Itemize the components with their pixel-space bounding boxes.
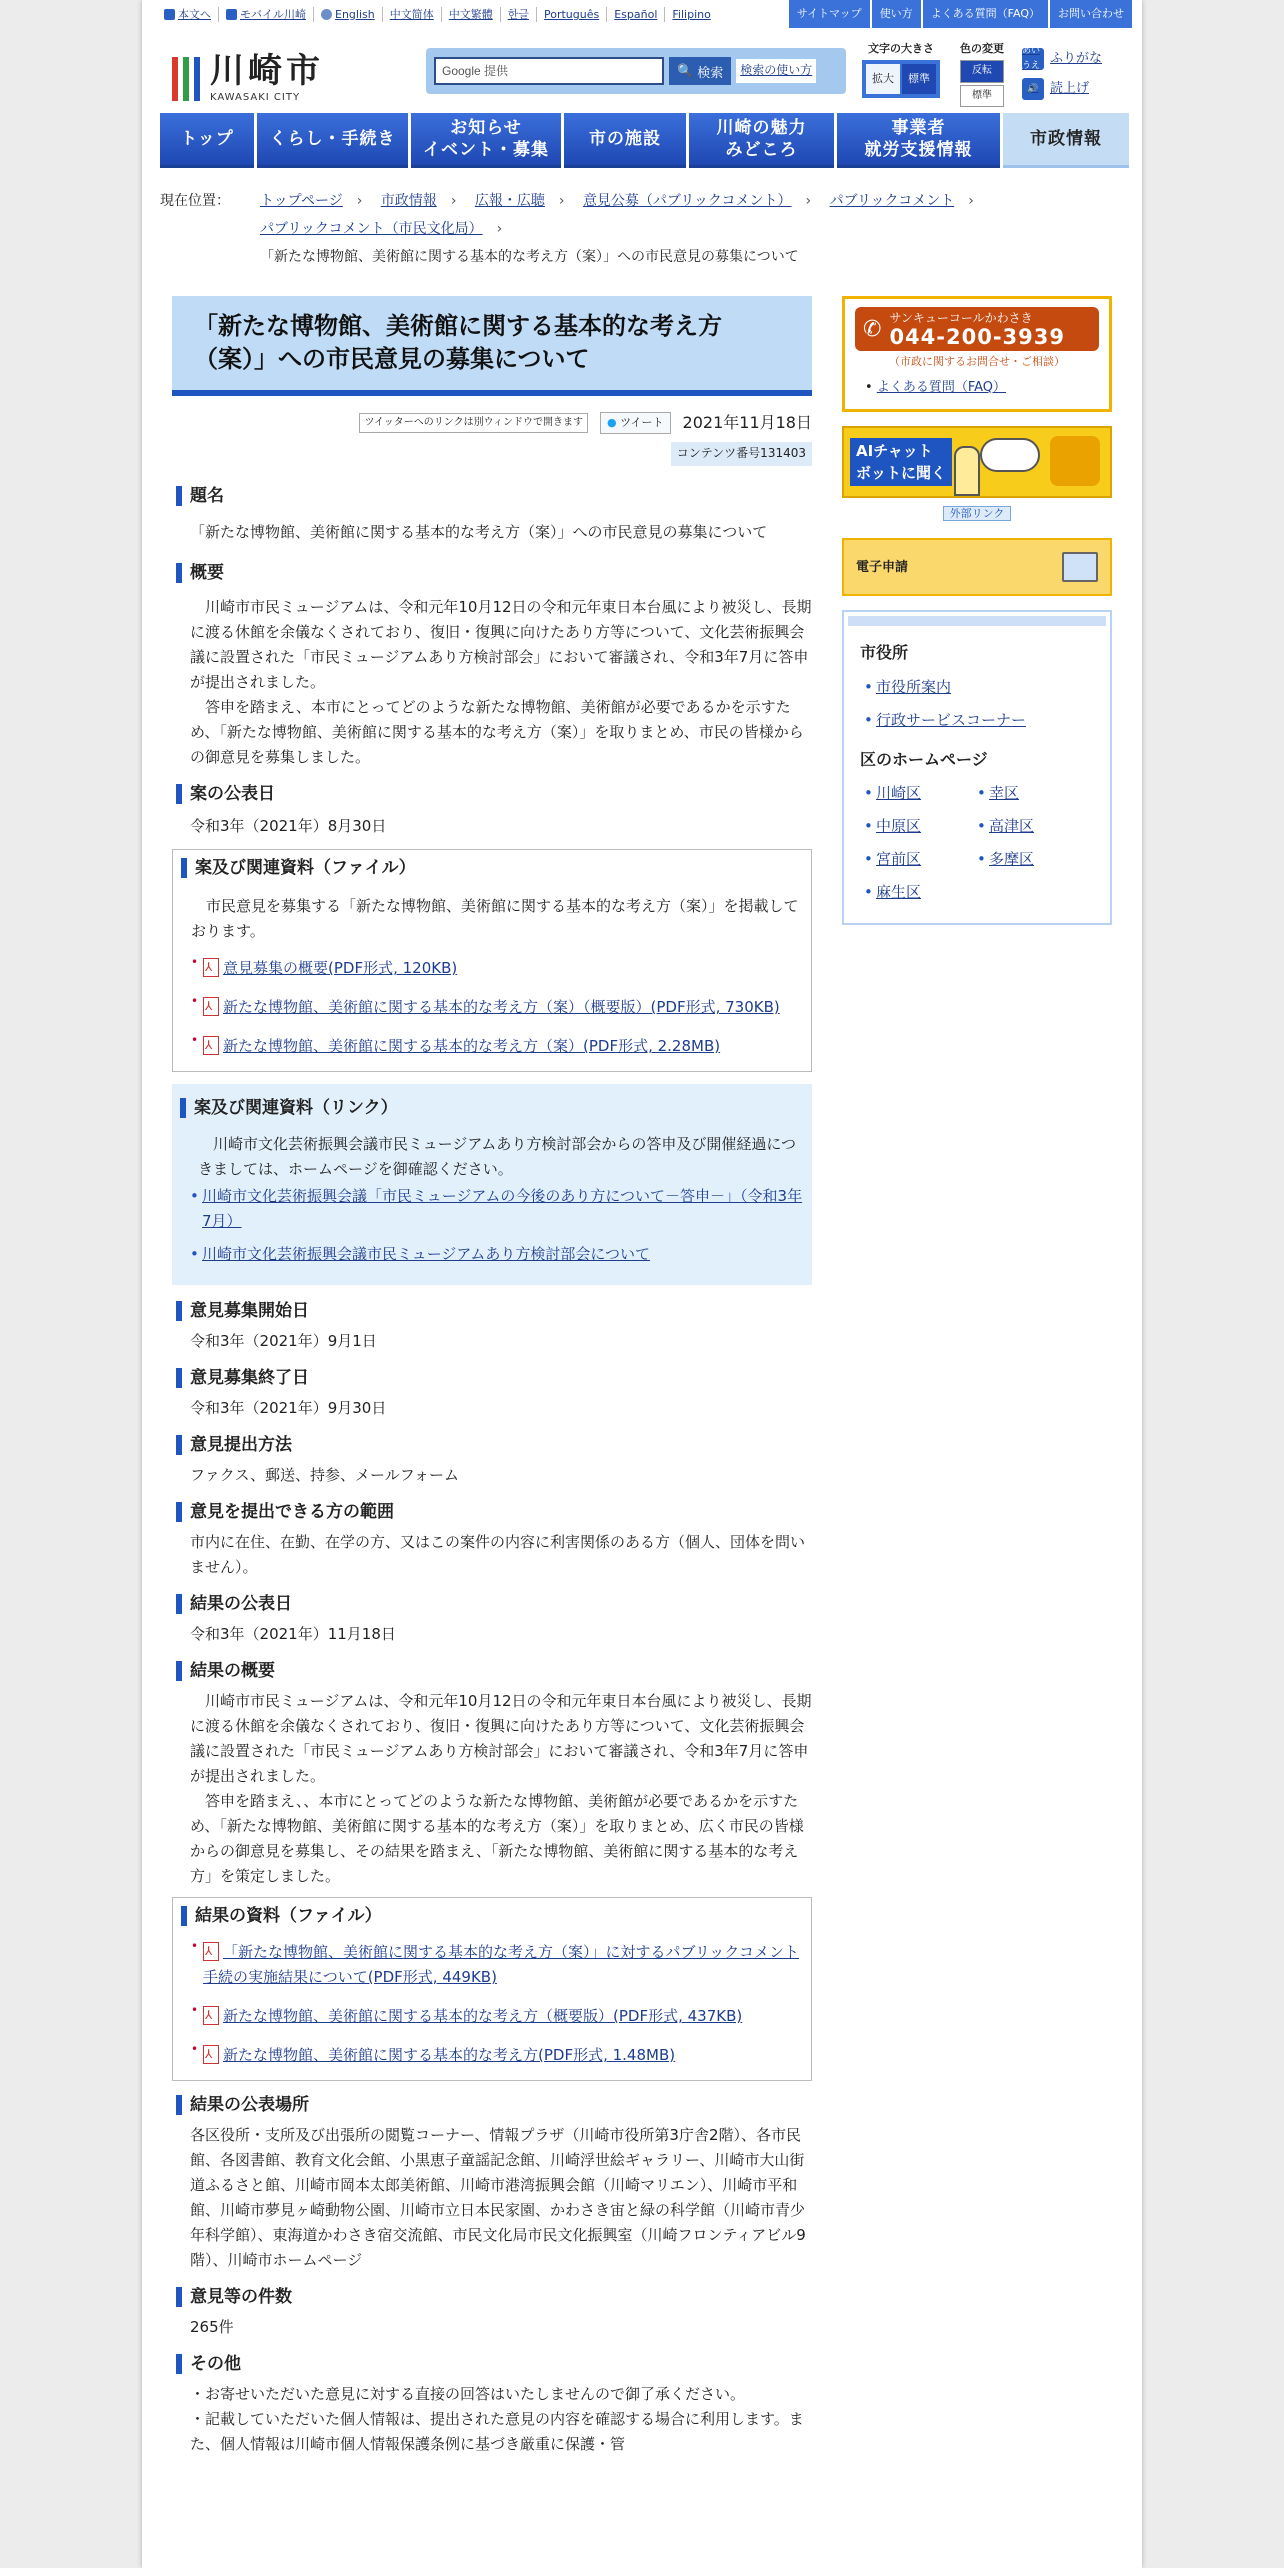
file-item [203, 2004, 803, 2029]
page: 本文へ モバイル川崎 English 中文简体 中文繁體 한글 Português Español Filipino サイトマップ 使い方 よくある質問（FAQ） お問い合わせ 川崎市 KAWASAKI CITY Google 提供 🔍 検索 検索の使い方 文字の大きさ 拡大 標準 色の変更 反転 標準 あいうえ ふりがな 🔊 読上げ トップ くらし・手続き お知らせ イベント・募集 市の施設 川崎の魅力 みどころ 事業者 就労支援情報 市政情報 現在位置： トップページ › 市政情報 › 広報・広聴 › 意見公募（パブリックコメント） › パブリックコメント › パブリックコメント（市民文化局） › 「新たな博物館、美術館に関する基本的な考え方（案）」への市民意見の募集について 「新たな博物館、美術館に関する基本的な考え方（案）」への市民意見の募集について ツイッターへのリンクは別ウィンドウで開きます ● ツイート 2021年11月18日 コンテンツ番号131403 題名 「新たな博物館、美術館に関する基本的な考え方（案）」への市民意見の募集について 概要 川崎市市民ミュージアムは、令和元年10月12日の令和元年東日本台風により被災し、長期に渡る休館を余儀なくされており、復旧・復興に向けたあり方等について、文化芸術振興会議に設置された「市民ミュージアムあり方検討部会」において審議され、令和3年7月に答申が提出されました。 答申を踏まえ、本市にとってどのような新たな博物館、美術館が必要であるかを示すため、「新たな博物館、美術館に関する基本的な考え方（案）」を取りまとめ、市民の皆様からの御意見を募集しました。 案の公表日 令和3年（2021年）8月30日 案及び関連資料（ファイル） 市民意見を募集する「新たな博物館、美術館に関する基本的な考え方（案）」を掲載しております。 ⅄• 意見募集の概要(PDF形式, 120KB) ⅄• 新たな博物館、美術館に関する基本的な考え方（案）（概要版）(PDF形式, 730KB) ⅄• 新たな博物館、美術館に関する基本的な考え方（案）(PDF形式, 2.28MB) 案及び関連資料（リンク） 川崎市文化芸術振興会議市民ミュージアムあり方検討部会からの答申及び開催経過につきましては、ホームページを御確認ください。 • 川崎市文化芸術振興会議「市民ミュージアムの今後のあり方について－答申－」（令和3年7月） • 川崎市文化芸術振興会議市民ミュージアムあり方検討部会について 意見募集開始日 令和3年（2021年）9月1日 意見募集終了日 令和3年（2021年）9月30日 意見提出方法 ファクス、郵送、持参、メールフォーム 意見を提出できる方の範囲 市内に在住、在勤、在学の方、又はこの案件の内容に利害関係のある方（個人、団体を問いません）。 結果の公表日 令和3年（2021年）11月18日 結果の概要 川崎市市民ミュージアムは、令和元年10月12日の令和元年東日本台風により被災し、長期に渡る休館を余儀なくされており、復旧・復興に向けたあり方等について、文化芸術振興会議に設置された「市民ミュージアムあり方検討部会」において審議され、令和3年7月に答申が提出されました。 答申を踏まえ、、本市にとってどのような新たな博物館、美術館が必要であるかを示すため、「新たな博物館、美術館に関する基本的な考え方（案）」を取りまとめ、広く市民の皆様からの御意見を募集し、その結果を踏まえ、「新たな博物館、美術館に関する基本的な考え方」を策定しました。 結果の資料（ファイル） ⅄• 「新たな博物館、美術館に関する基本的な考え方（案）」に対するパブリックコメント手続の実施結果について(PDF形式, 449KB) ⅄• 新たな博物館、美術館に関する基本的な考え方（概要版）(PDF形式, 437KB) ⅄• 新たな博物館、美術館に関する基本的な考え方(PDF形式, 1.48MB) 結果の公表場所 各区役所・支所及び出張所の閲覧コーナー、情報プラザ（川崎市役所第3庁舎2階）、各市民館、各図書館、教育文化会館、小黒恵子童謡記念館、川崎浮世絵ギャラリー、川崎市大山街道ふるさと館、川崎市岡本太郎美術館、川崎市港湾振興会館（川崎マリエン）、川崎市平和館、川崎市夢見ヶ崎動物公園、川崎市立日本民家園、かわさき宙と緑の科学館（川崎市青少年科学館）、東海道かわさき宿交流館、市民文化局市民文化振興室（川崎フロンティアビル9階）、川崎市ホームページ 意見等の件数 265件 その他 ・お寄せいただいた意見に対する直接の回答はいたしませんので御了承ください。 ・記載していただいた個人情報は、提出された意見の内容を確認する場合に利用します。また、個人情報は川崎市個人情報保護条例に基づき厳重に保護・管 ✆ サンキューコールかわさき 044-200-3939 （市政に関するお問合せ・ご相談） • よくある質問（FAQ） AIチャット ボットに聞く 外部リンク 電子申請 市役所 • 市役所案内 • 行政サービスコーナー 区のホームページ • 川崎区 • 幸区 • 中原区 • 高津区 • 宮前区 • 多摩区 • 麻生区 [142, 0, 1142, 2568]
file-link[interactable]: 新たな博物館、美術館に関する基本的な考え方(PDF形式, 1.48MB) [223, 2046, 676, 2065]
sidebar-item-ward[interactable]: 中原区 [876, 817, 922, 836]
utility-bar [142, 0, 1142, 32]
files-intro: 市民意見を募集する「新たな博物館、美術館に関する基本的な考え方（案）」を掲載しております。 [191, 897, 799, 941]
search-icon: 🔍 [677, 63, 694, 79]
callcenter-box: ✆ サンキューコールかわさき 044-200-3939 （市政に関するお問合せ・ご相談） • よくある質問（FAQ） [842, 296, 1112, 412]
sidebar-item-ward[interactable]: 高津区 [989, 817, 1035, 836]
speech-bubble-icon [980, 438, 1040, 472]
pdf-icon [203, 2006, 219, 2025]
pdf-icon [203, 997, 219, 1016]
site-logo[interactable] [172, 52, 324, 107]
logo-subtext: KAWASAKI CITY [210, 92, 301, 103]
section-files-heading: 案及び関連資料（ファイル） [181, 858, 803, 878]
result-files-box [172, 1897, 812, 2081]
section-summary-heading: 概要 [176, 563, 812, 583]
mobile-link[interactable]: モバイル川崎 [219, 7, 314, 22]
breadcrumb-link[interactable]: 意見公募（パブリックコメント） [582, 193, 792, 209]
breadcrumb-label: 現在位置： [160, 193, 230, 209]
e-application-banner[interactable]: 電子申請 [842, 538, 1112, 596]
summary-paragraph: 答申を踏まえ、本市にとってどのような新たな博物館、美術館が必要であるかを示すため、「新たな博物館、美術館に関する基本的な考え方（案）」を取りまとめ、市民の皆様からの御意見を募集しました。 [190, 698, 804, 767]
content-number: コンテンツ番号131403 [671, 442, 812, 466]
title-body: 「新たな博物館、美術館に関する基本的な考え方（案）」への市民意見の募集について [190, 523, 768, 542]
sidebar-item-ward[interactable]: 宮前区 [876, 850, 922, 869]
callcenter-banner[interactable]: ✆ サンキューコールかわさき 044-200-3939 [855, 307, 1099, 351]
file-link[interactable]: 意見募集の概要(PDF形式, 120KB) [223, 959, 458, 978]
twitter-icon: ● [606, 416, 617, 430]
breadcrumb-current: 「新たな博物館、美術館に関する基本的な考え方（案）」への市民意見の募集について [260, 249, 799, 265]
ai-chatbot-text: AIチャット ボットに聞く [850, 438, 952, 486]
callcenter-sub: （市政に関するお問合せ・ご相談） [889, 355, 1065, 368]
nav-top[interactable]: トップ [160, 113, 254, 168]
section-other-heading: その他 [176, 2354, 812, 2374]
text-standard-button[interactable]: 標準 [902, 64, 936, 94]
other-note: ・記載していただいた個人情報は、提出された意見の内容を確認する場合に利用します。また、個人情報は川崎市個人情報保護条例に基づき厳重に保護・管 [190, 2410, 804, 2454]
sidebar-item-cityhall-guide[interactable]: 市役所案内 [876, 677, 952, 696]
files-box [172, 849, 812, 1072]
method-value: ファクス、郵送、持参、メールフォーム [190, 1466, 459, 1485]
related-link[interactable]: 川崎市文化芸術振興会議市民ミュージアムあり方検討部会について [202, 1245, 651, 1264]
main-content [172, 296, 812, 2457]
globe-icon [321, 9, 332, 20]
lang-pt-link[interactable]: Português [537, 7, 607, 22]
callcenter-number: 044-200-3939 [889, 325, 1065, 349]
skip-to-content-link[interactable]: 本文へ [157, 7, 219, 22]
search-box [426, 48, 846, 94]
file-link[interactable]: 新たな博物館、美術館に関する基本的な考え方（案）(PDF形式, 2.28MB) [223, 1037, 721, 1056]
section-scope-heading: 意見を提出できる方の範囲 [176, 1502, 812, 1522]
read-aloud-button[interactable]: 🔊 読上げ [1022, 78, 1102, 100]
external-link-badge: 外部リンク [943, 506, 1012, 521]
other-note: ・お寄せいただいた意見に対する直接の回答はいたしませんので御了承ください。 [190, 2385, 746, 2404]
pdf-icon [203, 1942, 219, 1961]
links-intro: 川崎市文化芸術振興会議市民ミュージアムあり方検討部会からの答申及び開催経過につきましては、ホームページを御確認ください。 [198, 1135, 797, 1179]
scope-value: 市内に在住、在勤、在学の方、又はこの案件の内容に利害関係のある方（個人、団体を問いません）。 [190, 1533, 806, 1577]
section-result-files-heading: 結果の資料（ファイル） [181, 1906, 803, 1926]
lang-fil-link[interactable]: Filipino [672, 8, 711, 21]
pdf-icon [203, 958, 219, 977]
sidebar-faq-link[interactable]: よくある質問（FAQ） [876, 380, 1006, 396]
sitemap-link[interactable]: サイトマップ [789, 0, 870, 28]
sidebar-item-ward[interactable]: 麻生区 [876, 883, 922, 902]
lang-english-link[interactable]: English [314, 7, 383, 22]
breadcrumb-link[interactable]: 広報・広聴 [474, 193, 545, 209]
sidebar-nav [842, 610, 1112, 925]
color-change-control [960, 40, 1004, 107]
section-place-heading: 結果の公表場所 [176, 2095, 812, 2115]
cityhall-heading: 市役所 [860, 643, 909, 663]
file-item [203, 956, 803, 981]
mobile-icon [226, 9, 237, 20]
lang-zh-cn-link[interactable]: 中文简体 [383, 7, 442, 22]
file-link[interactable]: 「新たな博物館、美術館に関する基本的な考え方（案）」に対するパブリックコメント手続の実施結果について(PDF形式, 449KB) [203, 1943, 800, 1987]
text-size-title: 文字の大きさ [868, 42, 934, 55]
breadcrumb-link[interactable]: トップページ [260, 193, 343, 209]
twitter-note: ツイッターへのリンクは別ウィンドウで開きます [359, 413, 588, 434]
section-result-heading: 結果の概要 [176, 1661, 812, 1681]
links-box [172, 1084, 812, 1285]
link-item [202, 1184, 804, 1234]
file-item [203, 1940, 803, 1990]
section-end-heading: 意見募集終了日 [176, 1368, 812, 1388]
text-size-control [862, 40, 940, 98]
related-link[interactable]: 川崎市文化芸術振興会議「市民ミュージアムの今後のあり方について－答申－」（令和3年7月） [202, 1187, 803, 1231]
logo-text: 川崎市 [210, 51, 324, 91]
section-links-heading: 案及び関連資料（リンク） [180, 1098, 804, 1118]
section-title-heading: 題名 [176, 486, 812, 506]
sidebar-item-ward[interactable]: 川崎区 [876, 784, 922, 803]
nav-news-events[interactable]: お知らせ イベント・募集 [411, 113, 561, 168]
breadcrumb-link[interactable]: パブリックコメント（市民文化局） [260, 221, 483, 237]
wards-heading: 区のホームページ [860, 749, 988, 769]
result-date-value: 令和3年（2021年）11月18日 [190, 1625, 396, 1644]
lang-zh-tw-link[interactable]: 中文繁體 [442, 7, 501, 22]
nav-business[interactable]: 事業者 就労支援情報 [837, 113, 1000, 168]
nav-attractions[interactable]: 川崎の魅力 みどころ [689, 113, 834, 168]
color-invert-button[interactable]: 反転 [960, 60, 1004, 83]
end-value: 令和3年（2021年）9月30日 [190, 1399, 387, 1418]
summary-paragraph: 川崎市市民ミュージアムは、令和元年10月12日の令和元年東日本台風により被災し、長期に渡る休館を余儀なくされており、復旧・復興に向けたあり方等について、文化芸術振興会議に設置された「市民ミュージアムあり方検討部会」において審議され、令和3年7月に答申が提出されました。 [190, 598, 812, 692]
result-paragraph: 答申を踏まえ、、本市にとってどのような新たな博物館、美術館が必要であるかを示すため、「新たな博物館、美術館に関する基本的な考え方（案）」を取りまとめ、広く市民の皆様からの御意見を募集し、その結果を踏まえ、「新たな博物館、美術館に関する基本的な考え方」を策定しました。 [190, 1792, 804, 1886]
color-standard-button[interactable]: 標準 [960, 85, 1004, 108]
section-start-heading: 意見募集開始日 [176, 1301, 812, 1321]
file-item [203, 995, 803, 1020]
search-input[interactable] [434, 57, 664, 85]
speaker-icon: 🔊 [1022, 78, 1044, 100]
arrow-down-icon [164, 9, 175, 20]
tweet-button[interactable]: ● ツイート [600, 412, 671, 434]
breadcrumb-link[interactable]: パブリックコメント [829, 193, 955, 209]
pdf-icon [203, 1036, 219, 1055]
published-date: 2021年11月18日 [682, 413, 812, 432]
color-change-title: 色の変更 [960, 42, 1004, 55]
read-tools [1022, 48, 1102, 100]
file-item [203, 1034, 803, 1059]
lang-es-link[interactable]: Español [607, 7, 665, 22]
file-link[interactable]: 新たな博物館、美術館に関する基本的な考え方（概要版）(PDF形式, 437KB) [223, 2007, 743, 2026]
robot-icon [1050, 436, 1100, 486]
nav-living[interactable]: くらし・手続き [257, 113, 408, 168]
sidebar-item-ward[interactable]: 幸区 [989, 784, 1020, 803]
logo-bars [172, 57, 200, 101]
global-nav [160, 113, 1130, 168]
search-button[interactable]: 🔍 検索 [669, 57, 731, 85]
sidebar-item-ward[interactable]: 多摩区 [989, 850, 1035, 869]
search-help-link[interactable]: 検索の使い方 [736, 59, 816, 83]
howto-link[interactable]: 使い方 [872, 0, 921, 28]
section-result-date-heading: 結果の公表日 [176, 1594, 812, 1614]
section-count-heading: 意見等の件数 [176, 2287, 812, 2307]
person-icon [954, 446, 980, 496]
count-value: 265件 [190, 2318, 234, 2337]
pubdate-value: 令和3年（2021年）8月30日 [190, 817, 387, 836]
section-method-heading: 意見提出方法 [176, 1435, 812, 1455]
page-title: 「新たな博物館、美術館に関する基本的な考え方（案）」への市民意見の募集について [172, 296, 812, 396]
phone-icon: ✆ [863, 316, 882, 342]
section-pubdate-heading: 案の公表日 [176, 784, 812, 804]
computer-icon [1062, 552, 1098, 582]
file-link[interactable]: 新たな博物館、美術館に関する基本的な考え方（案）（概要版）(PDF形式, 730KB) [223, 998, 780, 1017]
place-value: 各区役所・支所及び出張所の閲覧コーナー、情報プラザ（川崎市役所第3庁舎2階）、各市民館、各図書館、教育文化会館、小黒恵子童謡記念館、川崎浮世絵ギャラリー、川崎市大山街道ふるさと館、川崎市岡本太郎美術館、川崎市港湾振興会館（川崎マリエン）、川崎市平和館、川崎市夢見ヶ崎動物公園、川崎市立日本民家園、かわさき宙と緑の科学館（川崎市青少年科学館）、東海道かわさき宿交流館、市民文化局市民文化振興室（川崎フロンティアビル9階）、川崎市ホームページ [190, 2126, 806, 2270]
start-value: 令和3年（2021年）9月1日 [190, 1332, 377, 1351]
breadcrumb-link[interactable]: 市政情報 [380, 193, 437, 209]
file-item [203, 2043, 803, 2068]
text-enlarge-button[interactable]: 拡大 [866, 64, 900, 94]
ai-chatbot-banner[interactable] [842, 426, 1112, 498]
sidebar [842, 296, 1112, 925]
nav-facilities[interactable]: 市の施設 [564, 113, 686, 168]
pdf-icon [203, 2045, 219, 2064]
sidebar-item-service-corner[interactable]: 行政サービスコーナー [876, 710, 1027, 729]
faq-link[interactable]: よくある質問（FAQ） [923, 0, 1048, 28]
lang-ko-link[interactable]: 한글 [501, 7, 537, 22]
contact-link[interactable]: お問い合わせ [1050, 0, 1132, 28]
furigana-icon: あいうえ [1022, 48, 1044, 70]
link-item [202, 1242, 804, 1267]
nav-city-info[interactable]: 市政情報 [1003, 113, 1129, 168]
furigana-button[interactable]: あいうえ ふりがな [1022, 46, 1103, 71]
result-paragraph: 川崎市市民ミュージアムは、令和元年10月12日の令和元年東日本台風により被災し、長期に渡る休館を余儀なくされており、復旧・復興に向けたあり方等について、文化芸術振興会議に設置された「市民ミュージアムあり方検討部会」において審議され、令和3年7月に答申が提出されました。 [190, 1692, 812, 1786]
